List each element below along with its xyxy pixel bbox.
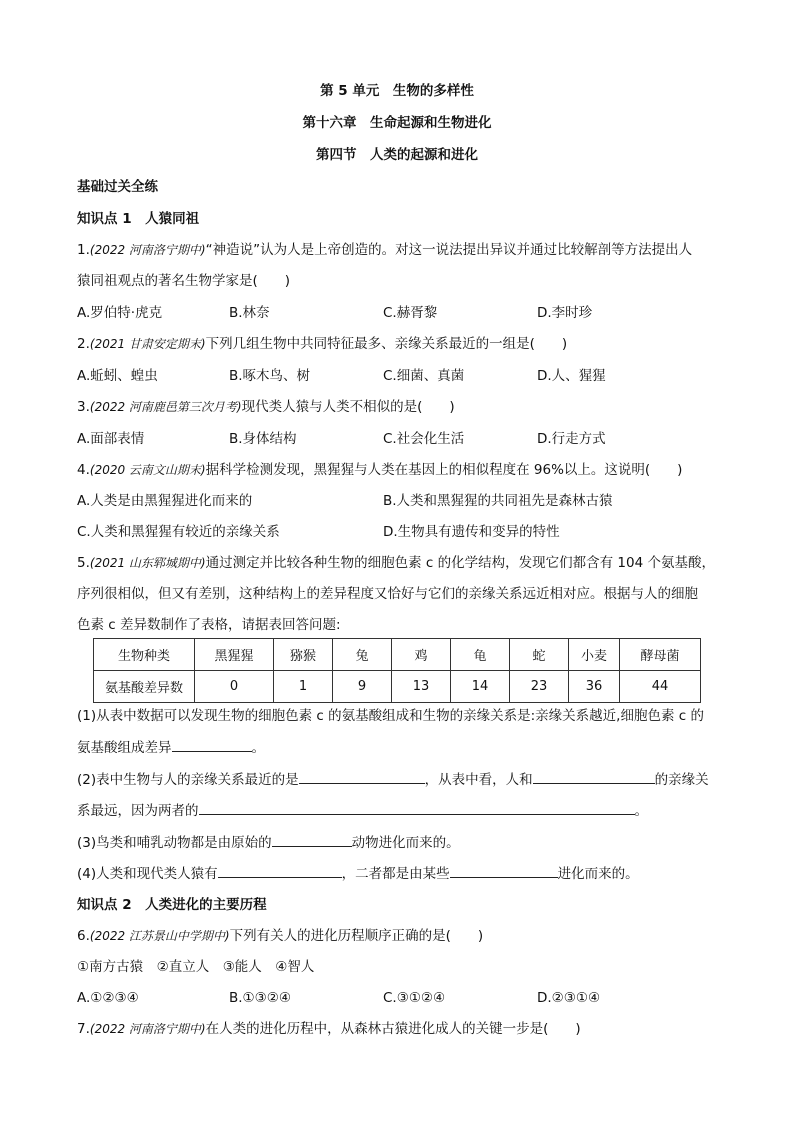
- option-d: D.②③①④: [537, 990, 601, 1006]
- sub-question-4: [77, 863, 639, 884]
- option-c: C.细菌、真菌: [383, 368, 465, 384]
- question-stem: 下列几组生物中共同特征最多、亲缘关系最近的一组是( ): [205, 336, 568, 352]
- sub-question-text: 动物进化而来的。: [351, 835, 460, 851]
- sub-question-2-line-1: [77, 769, 709, 790]
- answer-blank[interactable]: [272, 832, 352, 847]
- section-title: 第四节 人类的起源和进化: [316, 147, 478, 163]
- answer-blank[interactable]: [299, 769, 425, 784]
- option-a: A.罗伯特·虎克: [77, 305, 163, 321]
- sub-question-text: (2)表中生物与人的亲缘关系最近的是: [77, 772, 299, 788]
- answer-blank[interactable]: [199, 800, 635, 815]
- sub-question-1-line-2: [77, 737, 265, 758]
- question-source: (2020 云南文山期末): [89, 463, 206, 477]
- question-stem: 下列有关人的进化历程顺序正确的是( ): [229, 928, 484, 944]
- sub-question-text: ，二者都是由某些: [341, 866, 450, 882]
- table-cell: 13: [392, 671, 451, 703]
- question-number: 5.: [77, 555, 90, 571]
- sub-question-3: [77, 832, 460, 853]
- option-c: C.社会化生活: [383, 431, 465, 447]
- option-b: B.人类和黑猩猩的共同祖先是森林古猿: [383, 493, 613, 509]
- table-cell: 酵母菌: [620, 639, 701, 671]
- table-row-differences: [94, 671, 701, 703]
- question-source: (2021 甘肃安定期末): [89, 337, 206, 351]
- cytochrome-c-table: [93, 638, 701, 703]
- question-stem: 现代类人猿与人类不相似的是( ): [241, 399, 455, 415]
- table-cell: 黑猩猩: [195, 639, 274, 671]
- question-1-line-1: [77, 240, 692, 260]
- answer-blank[interactable]: [533, 769, 655, 784]
- option-d: D.生物具有遗传和变异的特性: [383, 524, 560, 540]
- sub-question-2-line-2: [77, 800, 648, 821]
- question-number: 7.: [77, 1021, 90, 1037]
- answer-blank[interactable]: [450, 863, 558, 878]
- table-cell: 龟: [451, 639, 510, 671]
- question-stem: 通过测定并比较各种生物的细胞色素 c 的化学结构，发现它们都含有 104 个氨基酸，: [205, 555, 715, 571]
- sub-question-text: ，从表中看，人和: [424, 772, 533, 788]
- option-b: B.啄木鸟、树: [229, 368, 311, 384]
- question-4: [77, 460, 682, 480]
- question-6: [77, 926, 483, 946]
- question-5-line-2: 序列很相似，但又有差别，这种结构上的差异程度又恰好与它们的亲缘关系远近相对应。根据与人的细胞: [77, 586, 698, 602]
- chapter-title: 第十六章 生命起源和生物进化: [302, 115, 492, 131]
- question-source: (2021 山东郓城期中): [89, 556, 206, 570]
- question-source: (2022 河南鹿邑第三次月考): [89, 400, 242, 414]
- table-row-header: 氨基酸差异数: [94, 671, 195, 703]
- question-source: (2022 河南洛宁期中): [89, 1022, 206, 1036]
- question-1-line-2: 猿同祖观点的著名生物学家是( ): [77, 273, 291, 289]
- table-row-header: 生物种类: [94, 639, 195, 671]
- option-a: A.①②③④: [77, 990, 139, 1006]
- answer-blank[interactable]: [172, 737, 252, 752]
- table-cell: 蛇: [510, 639, 569, 671]
- answer-blank[interactable]: [218, 863, 342, 878]
- table-cell: 23: [510, 671, 569, 703]
- sub-question-text: (4)人类和现代类人猿有: [77, 866, 218, 882]
- knowledge-point-1: 知识点 1 人猿同祖: [77, 211, 200, 227]
- sub-question-text: 的亲缘关: [654, 772, 709, 788]
- table-cell: 猕猴: [274, 639, 333, 671]
- practice-title: 基础过关全练: [77, 179, 158, 195]
- question-source: (2022 江苏景山中学期中): [89, 929, 230, 943]
- option-a: A.人类是由黑猩猩进化而来的: [77, 493, 253, 509]
- question-number: 1.: [77, 242, 90, 258]
- table-cell: 36: [569, 671, 620, 703]
- option-a: A.面部表情: [77, 431, 145, 447]
- table-cell: 9: [333, 671, 392, 703]
- punctuation: 。: [251, 740, 265, 756]
- option-c: C.人类和黑猩猩有较近的亲缘关系: [77, 524, 280, 540]
- question-source: (2022 河南洛宁期中): [89, 243, 206, 257]
- table-cell: 44: [620, 671, 701, 703]
- question-stem: “神造说”认为人是上帝创造的。对这一说法提出异议并通过比较解剖等方法提出人: [205, 242, 693, 258]
- question-number: 4.: [77, 462, 90, 478]
- option-d: D.李时珍: [537, 305, 593, 321]
- sub-question-text: (3)鸟类和哺乳动物都是由原始的: [77, 835, 272, 851]
- table-cell: 兔: [333, 639, 392, 671]
- option-c: C.③①②④: [383, 990, 446, 1006]
- table-cell: 14: [451, 671, 510, 703]
- option-d: D.人、猩猩: [537, 368, 606, 384]
- question-6-items: ①南方古猿 ②直立人 ③能人 ④智人: [77, 959, 315, 975]
- option-c: C.赫胥黎: [383, 305, 438, 321]
- sub-question-1-line-1: (1)从表中数据可以发现生物的细胞色素 c 的氨基酸组成和生物的亲缘关系是:亲缘关系越近,细胞色素 c 的: [77, 708, 704, 724]
- table-row-species: [94, 639, 701, 671]
- question-5-line-3: 色素 c 差异数制作了表格，请据表回答问题:: [77, 617, 341, 633]
- question-2: [77, 334, 567, 354]
- sub-question-text: 系最远，因为两者的: [77, 803, 199, 819]
- question-number: 3.: [77, 399, 90, 415]
- table-cell: 0: [195, 671, 274, 703]
- question-number: 6.: [77, 928, 90, 944]
- table-cell: 1: [274, 671, 333, 703]
- knowledge-point-2: 知识点 2 人类进化的主要历程: [77, 897, 267, 913]
- table-cell: 小麦: [569, 639, 620, 671]
- question-5-line-1: [77, 553, 715, 573]
- table-cell: 鸡: [392, 639, 451, 671]
- option-d: D.行走方式: [537, 431, 606, 447]
- option-b: B.林奈: [229, 305, 270, 321]
- question-3: [77, 397, 455, 417]
- question-stem: 在人类的进化历程中，从森林古猿进化成人的关键一步是( ): [205, 1021, 581, 1037]
- option-b: B.①③②④: [229, 990, 291, 1006]
- sub-question-text: 氨基酸组成差异: [77, 740, 172, 756]
- unit-title: 第 5 单元 生物的多样性: [320, 83, 474, 99]
- question-number: 2.: [77, 336, 90, 352]
- question-stem: 据科学检测发现，黑猩猩与人类在基因上的相似程度在 96%以上。这说明( ): [205, 462, 683, 478]
- question-7: [77, 1019, 581, 1039]
- option-b: B.身体结构: [229, 431, 297, 447]
- punctuation: 。: [634, 803, 648, 819]
- sub-question-text: 进化而来的。: [557, 866, 639, 882]
- option-a: A.蚯蚓、蝗虫: [77, 368, 158, 384]
